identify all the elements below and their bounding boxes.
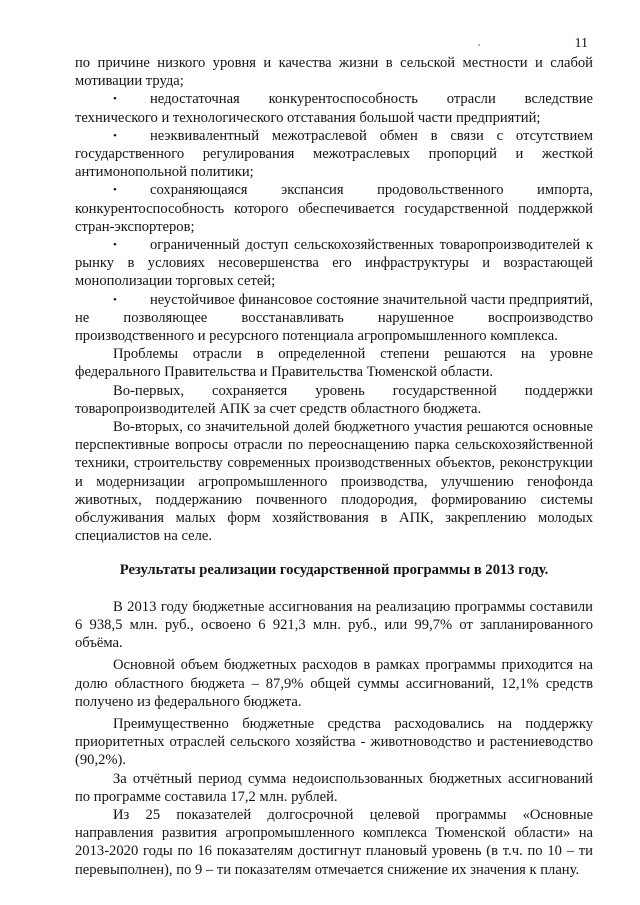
scan-speck — [478, 44, 480, 46]
list-item — [75, 127, 593, 182]
bullet-icon: • — [113, 184, 117, 197]
opening-paragraph: по причине низкого уровня и качества жизни в сельской местности и слабой мотивации труда; — [75, 55, 593, 90]
list-item-text: сохраняющаяся экспансия продовольственного импорта, конкурентоспособность которого обеспечивается государственной поддержкой стран-экспортеров; — [75, 182, 593, 235]
paragraph: Преимущественно бюджетные средства расходовались на поддержку приоритетных отраслей сельского хозяйства - животноводство и растениеводство (90,2%). — [75, 715, 593, 769]
list-item-text: неустойчивое финансовое состояние значительной части предприятий, не позволяющее восстанавливать нарушенное воспроизводство производственного и ресурсного потенциала агропромышленного комплекса. — [75, 291, 593, 345]
paragraph: Из 25 показателей долгосрочной целевой программы «Основные направления развития агропромышленного комплекса Тюменской области» на 2013-2020 годы по 16 показателям достигнут плановый уровень (в т.ч. по 10 – ти перевыполнен), по 9 – ти показателям отмечается снижение их значения к плану. — [75, 806, 593, 878]
problems-list — [75, 90, 593, 345]
list-item — [75, 181, 593, 236]
paragraph: Основной объем бюджетных расходов в рамках программы приходится на долю областного бюджета – 87,9% общей суммы ассигнований, 12,1% средств получено из федерального бюджета. — [75, 657, 593, 710]
bullet-icon: • — [113, 293, 117, 306]
section-heading: Результаты реализации государственной программы в 2013 году. — [119, 562, 549, 579]
paragraph: В 2013 году бюджетные ассигнования на реализацию программы составили 6 938,5 млн. руб., освоено 6 921,3 млн. руб., или 99,7% от запланированного объёма. — [75, 598, 593, 652]
list-item-text: неэквивалентный межотраслевой обмен в связи с отсутствием государственного регулирования межотраслевых пропорций и жесткой антимонопольной политики; — [75, 127, 593, 181]
paragraph: Во-первых, сохраняется уровень государственной поддержки товаропроизводителей АПК за счет средств областного бюджета. — [75, 382, 593, 417]
bullet-icon: • — [113, 129, 117, 142]
paragraph: Проблемы отрасли в определенной степени решаются на уровне федерального Правительства и Правительства Тюменской области. — [75, 346, 593, 381]
document-body — [75, 54, 593, 879]
list-item — [75, 90, 593, 126]
list-item-text: ограниченный доступ сельскохозяйственных товаропроизводителей к рынку в условиях несовершенства его инфраструктуры и возрастающей монополизации торговых сетей; — [75, 237, 593, 290]
bullet-icon: • — [113, 239, 117, 252]
list-item — [75, 236, 593, 291]
paragraph: За отчётный период сумма недоиспользованных бюджетных ассигнований по программе составила 17,2 млн. рублей. — [75, 770, 593, 805]
list-item-text: недостаточная конкурентоспособность отрасли вследствие технического и технологического отставания большой части предприятий; — [75, 91, 593, 126]
list-item — [75, 291, 593, 346]
page-number: 11 — [574, 36, 588, 51]
bullet-icon: • — [113, 93, 117, 106]
paragraph: Во-вторых, со значительной долей бюджетного участия решаются основные перспективные вопросы отрасли по переоснащению парка сельскохозяйственной техники, строительству современных производственных объектов, реконструкции и модернизации агропромышленного производства, улучшению генофонда животных, поддержанию почвенного плодородия, формированию системы обслуживания малых форм хозяйствования в АПК, закреплению молодых специалистов на селе. — [75, 419, 593, 545]
